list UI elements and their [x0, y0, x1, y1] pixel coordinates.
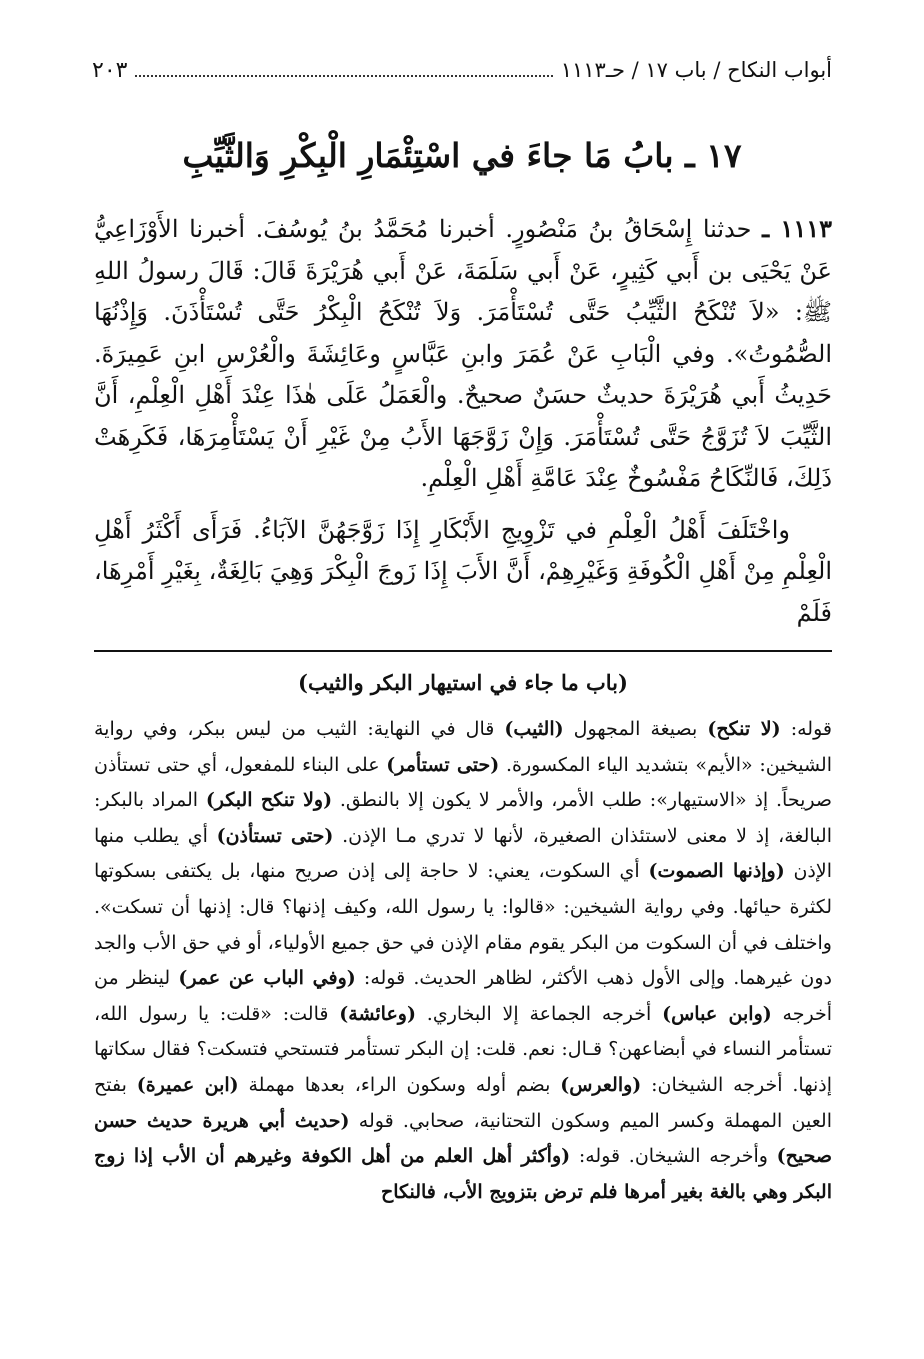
commentary-bold-term: (وعائشة) [339, 1002, 416, 1025]
commentary-bold-term: (وابن عباس) [662, 1002, 772, 1025]
commentary-segment: قالت: «قلت: يا رسول الله، تستأمر النساء في أبضاعهن؟ قـال: نعم. قلت: إن البكر تستأمر فتستحي فتسكت؟ فقال سكاتها إذنها. أخرجه الشيخان: [94, 1002, 832, 1096]
hadith-paragraph-2: واخْتَلَفَ أَهْلُ الْعِلْمِ في تَزْوِيجِ الأَبْكَارِ إِذَا زَوَّجَهُنَّ الآبَاءُ. فَرَأَى أَكْثَرُ أَهْلِ الْعِلْمِ مِنْ أَهْلِ الْكُوفَةِ وَغَيْرِهِمْ، أَنَّ الأَبَ إِذَا زَوجَ الْبِكْرَ وَهِيَ بَالِغَةٌ، بِغَيْرِ أَمْرِهَا، فَلَمْ [94, 515, 833, 627]
commentary-segment: لينظر من أخرجه [94, 967, 832, 1025]
commentary-segment: قوله: [780, 718, 832, 740]
commentary-bold-term: (ولا تنكح البكر) [205, 789, 333, 812]
commentary-bold-term: (وإذنها الصموت) [648, 860, 785, 883]
running-title: أبواب النكاح / باب ١٧ / حـ١١١٣ [560, 58, 832, 82]
commentary-segment: أي يطلب منها الإذن [94, 824, 833, 883]
hadith-paragraph-1 [94, 208, 832, 500]
commentary-segment: قال في النهاية: الثيب من ليس ببكر، وفي رواية الشيخين: «الأيم» بتشديد الياء المكسورة. [94, 718, 832, 776]
dotted-leader [135, 61, 552, 77]
commentary-bold-term: (وأكثر أهل العلم من أهل الكوفة وغيرهم أن الأب إذا زوج البكر وهي بالغة بغير أمرها فلم ترض بتزويج الأب، فالنكاح [94, 1145, 832, 1203]
commentary-bold-term: (حتى تستأمر) [386, 753, 500, 776]
commentary-segment: وأخرجه الشيخان. قوله: [570, 1145, 777, 1168]
commentary-segment: بصيغة المجهول [563, 718, 708, 740]
commentary-segment: أخرجه الجماعة إلا البخاري. [415, 1002, 663, 1025]
commentary-bold-term: (ابن عميرة) [136, 1073, 239, 1096]
chapter-title: ١٧ ـ بابُ مَا جاءَ في اسْتِئْمَارِ الْبِكْرِ وَالثَّيِّبِ [182, 136, 742, 175]
commentary-bold-term: (لا تنكح) [707, 718, 781, 740]
commentary-bold-term: (والعرس) [560, 1073, 642, 1096]
commentary-text [94, 712, 832, 1210]
commentary-segment: بفتح العين المهملة وكسر الميم وسكون التحتانية، صحابي. قوله [94, 1073, 832, 1132]
hadith-body: حدثنا إِسْحَاقُ بنُ مَنْصُورٍ. أخبرنا مُحَمَّدُ بنُ يُوسُفَ. أخبرنا الأَوْزَاعِيُّ عَنْ يَحْيَى بن أَبي كَثِيرٍ، عَنْ أَبي سَلَمَةَ، عَنْ أَبي هُرَيْرَةَ قَالَ: قَالَ رسولُ اللهِ ﷺ: «لاَ تُنْكَحُ الثَّيِّبُ حَتَّى تُسْتَأْمَرَ. وَلاَ تُنْكَحُ الْبِكْرُ حَتَّى تُسْتَأْذَنَ. وَإِذْنُهَا الصُّمُوتُ». وفي الْبَابِ عَنْ عُمَرَ وابنِ عَبَّاسٍ وعَائِشَةَ والْعُرْسِ ابنِ عَمِيرَةَ. حَدِيثُ أَبي هُرَيْرَةَ حديثٌ حسَنٌ صحيحٌ. والْعَمَلُ عَلَى هٰذَا عِنْدَ أَهْلِ الْعِلْمِ، أَنَّ الثَّيِّبَ لاَ تُزَوَّجُ حَتَّى تُسْتَأْمَرَ. وَإِنْ زَوَّجَهَا الأَبُ مِنْ غَيْرِ أَنْ يَسْتَأْمِرَهَا، فَكَرِهَتْ ذَلِكَ، فَالنِّكَاحُ مَفْسُوخٌ عِنْدَ عَامَّةِ أَهْلِ الْعِلْمِ. [94, 215, 832, 492]
page-header [92, 58, 832, 98]
page-number: ٢٠٣ [92, 58, 128, 83]
commentary-bold-term: (حتى تستأذن) [216, 824, 334, 847]
commentary-bold-term: (وفي الباب عن عمر) [178, 967, 356, 990]
hadith-text [94, 208, 832, 634]
footnote-divider [94, 650, 832, 652]
hadith-number: ١١١٣ ـ [762, 214, 832, 243]
commentary-segment: المراد بالبكر: البالغة، إذ لا معنى لاستئذان الصغيرة، لأنها لا تدري مـا الإذن. [94, 789, 832, 847]
commentary-segment: على البناء للمفعول، أي حتى تستأذن صريحاً. إذ «الاستيهار»: طلب الأمر، والأمر لا يكون إلا بالنطق. [94, 753, 832, 812]
commentary-segment: أي السكوت، يعني: لا حاجة إلى إذن صريح منها، بل يكتفى بسكوتها لكثرة حيائها. وفي رواية الشيخين: «قالوا: يا رسول الله، وكيف إذنها؟ قال: إذنها أن تسكت». واختلف في أن السكوت من البكر يقوم مقام الإذن في حق جميع الأولياء، أو في حق الأب والجد دون غيرهما. وإلى الأول ذهب الأكثر، لظاهر الحديث. قوله: [94, 860, 832, 990]
commentary-bold-term: (الثيب) [504, 718, 564, 740]
commentary-bold-term: (حديث أبي هريرة حديث حسن صحيح) [94, 1109, 832, 1168]
commentary-paragraph [94, 712, 832, 1210]
commentary-title: (باب ما جاء في استيهار البكر والثيب) [298, 670, 628, 695]
commentary-segment: بضم أوله وسكون الراء، بعدها مهملة [238, 1073, 561, 1096]
